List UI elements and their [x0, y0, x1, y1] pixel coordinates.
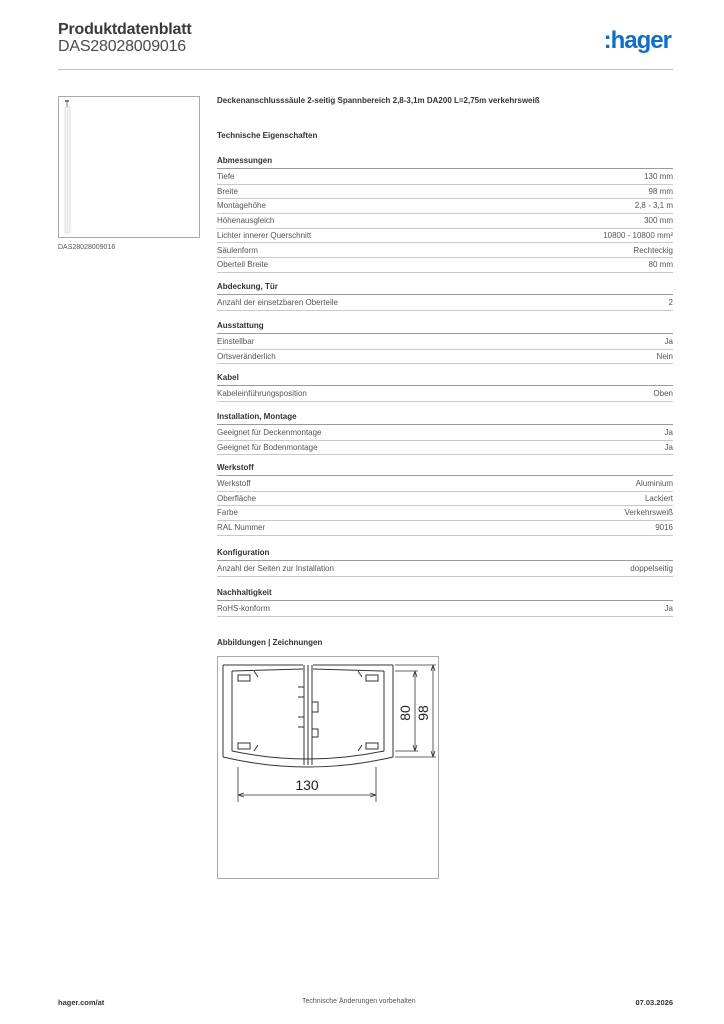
footer-date: 07.03.2026 — [635, 998, 673, 1007]
property-label: Farbe — [217, 508, 238, 518]
property-value: Ja — [664, 428, 673, 437]
property-label: Geeignet für Deckenmontage — [217, 428, 322, 437]
property-value: Verkehrsweiß — [624, 508, 673, 518]
property-label: Lichter innerer Querschnitt — [217, 230, 312, 240]
property-value: 2,8 - 3,1 m — [634, 201, 673, 211]
hager-logo: :hager — [603, 27, 671, 54]
drawings-heading: Abbildungen | Zeichnungen — [217, 638, 323, 647]
property-value: Ja — [664, 337, 673, 346]
footer-website[interactable]: hager.com/at — [58, 998, 105, 1007]
property-row — [217, 506, 673, 521]
property-row — [217, 441, 673, 456]
section-title-abmessungen: Abmessungen — [217, 156, 673, 169]
tech-properties-heading: Technische Eigenschaften — [217, 131, 318, 140]
property-value: Ja — [664, 604, 673, 613]
dimension-outer-label: 98 — [415, 705, 431, 721]
section-title-nachhaltigkeit: Nachhaltigkeit — [217, 588, 673, 601]
property-row — [217, 521, 673, 536]
property-label: Anzahl der Seiten zur Installation — [217, 564, 334, 573]
section-title-abdeckung: Abdeckung, Tür — [217, 282, 673, 295]
property-value: Rechteckig — [633, 245, 673, 255]
property-row — [217, 477, 673, 492]
property-value: 80 mm — [648, 260, 673, 270]
property-label: Breite — [217, 186, 238, 196]
property-row — [217, 185, 673, 200]
page-header — [58, 21, 673, 70]
property-label: Ortsveränderlich — [217, 351, 276, 361]
footer-disclaimer: Technische Änderungen vorbehalten — [302, 998, 416, 1005]
property-row — [217, 229, 673, 244]
section-title-installation: Installation, Montage — [217, 412, 673, 425]
property-row — [217, 387, 673, 402]
property-row — [217, 296, 673, 311]
property-row — [217, 170, 673, 185]
property-label: Anzahl der einsetzbaren Oberteile — [217, 298, 338, 307]
property-row — [217, 426, 673, 441]
property-row — [217, 350, 673, 365]
technical-drawing — [217, 656, 439, 879]
property-row — [217, 214, 673, 229]
dimension-width-label: 130 — [295, 777, 319, 793]
property-label: Kabeleinführungsposition — [217, 389, 307, 398]
property-label: Säulenform — [217, 245, 258, 255]
property-value: 2 — [668, 298, 673, 307]
section-title-kabel: Kabel — [217, 373, 673, 386]
property-row — [217, 335, 673, 350]
property-value: 300 mm — [644, 216, 673, 226]
property-row — [217, 602, 673, 617]
property-label: Tiefe — [217, 172, 235, 181]
property-label: RoHS-konform — [217, 604, 270, 613]
property-value: 98 mm — [648, 186, 673, 196]
document-id: DAS28028009016 — [58, 38, 186, 55]
product-title: Deckenanschlusssäule 2-seitig Spannbereich 2,8-3,1m DA200 L=2,75m verkehrsweiß — [217, 96, 540, 105]
property-value: 9016 — [655, 523, 673, 533]
property-label: Geeignet für Bodenmontage — [217, 442, 318, 452]
property-row — [217, 244, 673, 259]
thumbnail-caption: DAS28028009016 — [58, 244, 116, 251]
property-value: Aluminium — [635, 479, 673, 488]
product-thumbnail — [58, 96, 200, 238]
property-label: Oberteil Breite — [217, 260, 269, 270]
property-label: Oberfläche — [217, 493, 257, 503]
property-value: doppelseitig — [630, 564, 673, 573]
section-title-ausstattung: Ausstattung — [217, 321, 673, 334]
section-title-werkstoff: Werkstoff — [217, 463, 673, 476]
property-value: Lackiert — [644, 493, 673, 503]
property-value: Ja — [664, 442, 673, 452]
property-label: RAL Nummer — [217, 523, 266, 533]
section-title-konfiguration: Konfiguration — [217, 548, 673, 561]
property-label: Einstellbar — [217, 337, 255, 346]
cross-section-drawing — [218, 657, 438, 878]
property-label: Montagehöhe — [217, 201, 266, 211]
property-row — [217, 492, 673, 507]
property-value: Oben — [653, 389, 673, 398]
property-value: Nein — [656, 351, 673, 361]
property-row — [217, 562, 673, 577]
property-label: Werkstoff — [217, 479, 251, 488]
property-label: Höhenausgleich — [217, 216, 275, 226]
column-image — [59, 97, 199, 237]
property-row — [217, 199, 673, 214]
dimension-inner-label: 80 — [397, 705, 413, 721]
document-title: Produktdatenblatt — [58, 21, 192, 38]
property-value: 10800 - 10800 mm² — [603, 230, 673, 240]
property-row — [217, 258, 673, 273]
property-value: 130 mm — [644, 172, 673, 181]
